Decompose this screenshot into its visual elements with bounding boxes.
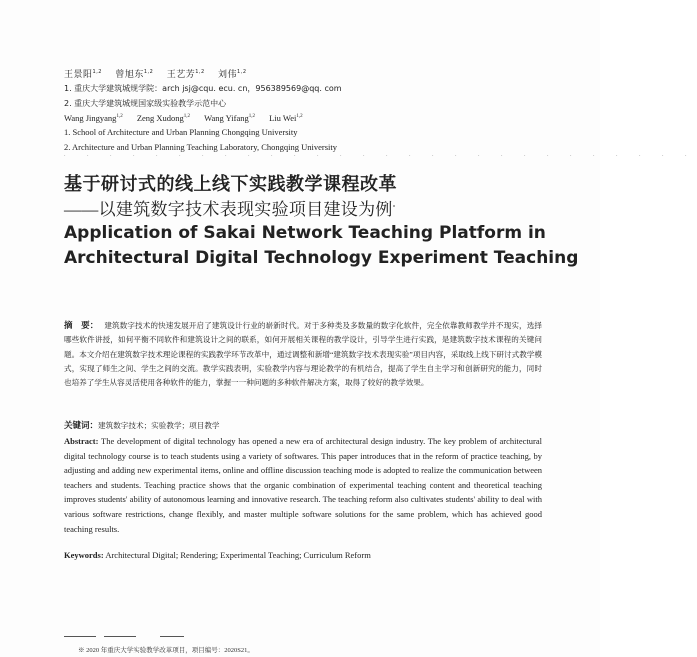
keywords-cn-text: 建筑数字技术；实验教学；项目教学 [98,421,220,430]
keywords-cn [64,419,220,431]
abstract-en-text: The development of digital technology has opened a new era of architectural design industry. The key problem of architectural digital technology course is to teach students using a variety of softwares. This paper introduces that in the reform of practice teaching, by adjusting and adding new experimental items, online and offline discussion teaching mode is adopted to realize the communication between teachers and students. Teaching practice shows that the organic combination of experimental teaching content and theoretical teaching improves students' ability of autonomous learning and innovative research. The teaching reform also cultivates students' ability to deal with various software restrictions, change flexibly, and master multiple software solutions for the same problem, which has achieved good teaching results. [64,436,542,534]
author-en-3: Wang Yifang$^{1,2}$ [204,113,255,123]
authors-cn [64,67,247,80]
keywords-en [64,550,371,560]
abstract-en [64,434,542,536]
keywords-en-text: Architectural Digital; Rendering; Experimental Teaching; Curriculum Reform [105,550,371,560]
affiliation-en-1: 1. School of Architecture and Urban Planning Chongqing University [64,127,298,137]
abstract-en-label: Abstract: [64,436,99,446]
author-en-2: Zeng Xudong$^{1,2}$ [136,113,191,123]
abstract-cn-label: 摘 要： [64,321,99,331]
author-cn-2: 曾旭东$^{1,2}$ [115,69,154,80]
author-cn-1: 王景阳$^{1,2}$ [64,69,102,80]
author-en-1: Wang Jingyang$^{1,2}$ [64,113,123,123]
affiliation-cn-1: 1. 重庆大学建筑城规学院：arch jsj@cqu. ecu. cn，956389569@qq. com [64,84,342,93]
title-en-line-2: Architectural Digital Technology Experiment Teaching [64,248,579,268]
abstract-cn-text: 建筑数字技术的快速发展开启了建筑设计行业的崭新时代。对于多种类及多数量的数字化软件，完全依靠教师教学并不现实，选择哪些软件讲授，如何平衡不同软件和建筑设计之间的联系，如何开展相关课程的教学设计，引导学生进行实践，是建筑数字技术课程的关键问题。本文介绍在建筑数字技术理论课程的实践教学环节改革中，通过调整和新增“建筑数字技术表现实验”项目内容，采取线上线下研讨式教学模式，实现了师生之间、学生之间的交流。教学实践表明，实验教学内容与理论教学的有机结合，提高了学生自主学习和创新研究的能力，同时也培养了学生从容灵活使用各种软件的能力，掌握一一种问题的多种软件解决方案，取得了较好的教学效果。 [64,321,542,388]
author-en-4: Liu Wei$^{1,2}$ [269,113,303,123]
keywords-cn-label: 关键词： [64,421,99,431]
title-en-line-1: Application of Sakai Network Teaching Platform in [64,223,546,243]
decorative-dots: . . . . . . . . . . . . . . . . . . . . . . . . . . . . [64,152,697,158]
keywords-en-label: Keywords: [64,550,104,560]
author-cn-4: 刘伟$^{1,2}$ [218,69,247,80]
subtitle-cn-text: ——以建筑数字技术表现实验项目建设为例 [64,200,393,219]
title-cn: 基于研讨式的线上线下实践教学课程改革 [64,174,397,195]
subtitle-cn [64,195,396,220]
affiliation-cn-2: 2. 重庆大学建筑城规国家级实验教学示范中心 [64,99,227,108]
affiliation-en-2: 2. Architecture and Urban Planning Teaching Laboratory, Chongqing University [64,142,337,152]
footnote: ※ 2020 年重庆大学实验教学改革项目，项目编号：2020S21。 [78,647,254,654]
authors-en [64,113,303,123]
subtitle-cn-mark: * [392,205,396,211]
abstract-cn [64,319,542,390]
author-cn-3: 王艺芳$^{1,2}$ [166,69,205,80]
